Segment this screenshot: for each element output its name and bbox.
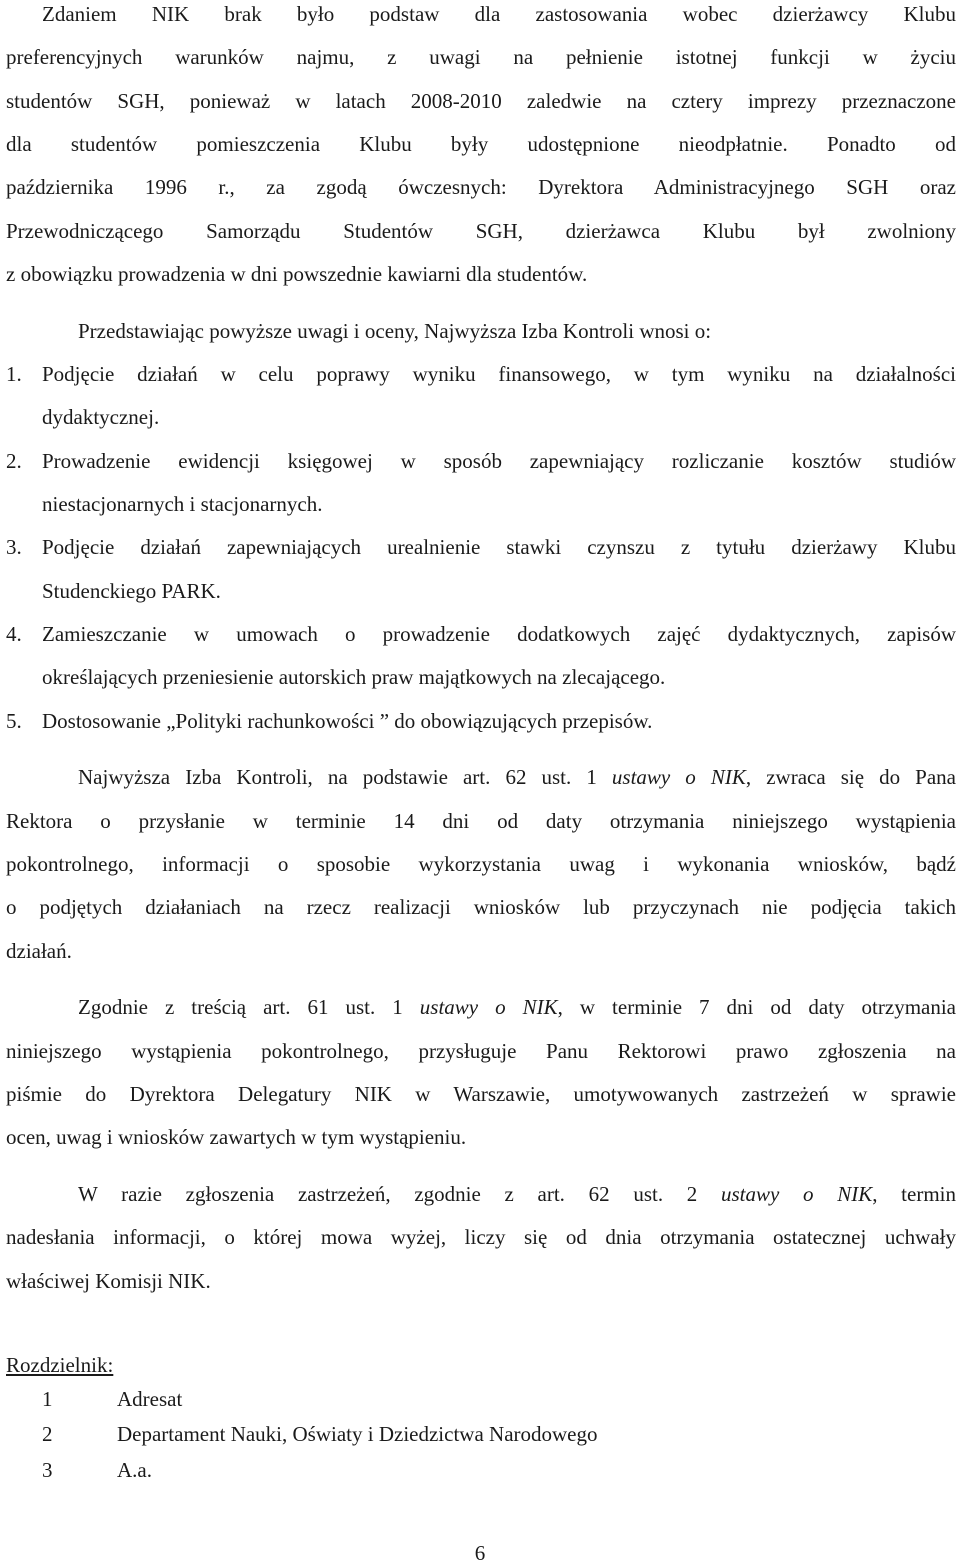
paragraph-line: dla studentów pomieszczenia Klubu były udostępnione nieodpłatnie. Ponadto od (6, 132, 956, 156)
paragraph-line: preferencyjnych warunków najmu, z uwagi na pełnienie istotnej funkcji w życiu (6, 45, 956, 69)
paragraph-line: studentów SGH, ponieważ w latach 2008-2010 zaledwie na cztery imprezy przeznaczone (6, 89, 956, 113)
page-number: 6 (474, 1541, 486, 1565)
list-item-text: określających przeniesienie autorskich praw majątkowych na zlecającego. (42, 665, 666, 689)
paragraph-line: niniejszego wystąpienia pokontrolnego, przysługuje Panu Rektorowi prawo zgłoszenia na (6, 1039, 956, 1063)
list-item-text: dydaktycznej. (42, 405, 160, 429)
distribution-entry: Adresat (117, 1387, 183, 1411)
list-item-number: 3. (6, 535, 22, 559)
list-item-text: Prowadzenie ewidencji księgowej w sposób zapewniający rozliczanie kosztów studiów (42, 449, 956, 473)
paragraph-line: właściwej Komisji NIK. (6, 1269, 211, 1293)
list-item-number: 4. (6, 622, 22, 646)
paragraph-line: z obowiązku prowadzenia w dni powszednie kawiarni dla studentów. (6, 262, 588, 286)
paragraph-line (78, 992, 956, 1022)
distribution-number: 3 (42, 1458, 53, 1482)
recommendations-intro: Przedstawiając powyższe uwagi i oceny, Najwyższa Izba Kontroli wnosi o: (78, 319, 712, 343)
text-run: , w terminie 7 dni od daty otrzymania (557, 995, 956, 1019)
paragraph-line: działań. (6, 939, 72, 963)
statute-reference: ustawy o NIK (611, 765, 746, 789)
paragraph-line (78, 762, 956, 792)
distribution-entry: Departament Nauki, Oświaty i Dziedzictwa Narodowego (117, 1422, 598, 1446)
list-item-text: Podjęcie działań w celu poprawy wyniku finansowego, w tym wyniku na działalności (42, 362, 956, 386)
list-item-text: Dostosowanie „Polityki rachunkowości ” do obowiązujących przepisów. (42, 709, 653, 733)
text-run: , termin (872, 1182, 957, 1206)
list-item-text: Zamieszczanie w umowach o prowadzenie dodatkowych zajęć dydaktycznych, zapisów (42, 622, 956, 646)
paragraph-line (78, 1179, 956, 1209)
distribution-number: 2 (42, 1422, 53, 1446)
paragraph-line: o podjętych działaniach na rzecz realizacji wniosków lub przyczynach nie podjęcia takich (6, 895, 956, 919)
paragraph-line: pokontrolnego, informacji o sposobie wykorzystania uwag i wykonania wniosków, bądź (6, 852, 956, 876)
text-run: Najwyższa Izba Kontroli, na podstawie art. 62 ust. 1 (78, 765, 612, 789)
text-run: Zgodnie z treścią art. 61 ust. 1 (78, 995, 420, 1019)
list-item-number: 1. (6, 362, 22, 386)
list-item-number: 2. (6, 449, 22, 473)
paragraph-line: nadesłania informacji, o której mowa wyżej, liczy się od dnia otrzymania ostatecznej uchwały (6, 1225, 956, 1249)
list-item-text: niestacjonarnych i stacjonarnych. (42, 492, 323, 516)
list-item-text: Studenckiego PARK. (42, 579, 221, 603)
text-run: , zwraca się do Pana (745, 765, 957, 789)
list-item-number: 5. (6, 709, 22, 733)
list-item-text: Podjęcie działań zapewniających urealnienie stawki czynszu z tytułu dzierżawy Klubu (42, 535, 956, 559)
statute-reference: ustawy o NIK (419, 995, 558, 1019)
paragraph-line: Przewodniczącego Samorządu Studentów SGH, dzierżawca Klubu był zwolniony (6, 219, 956, 243)
distribution-heading: Rozdzielnik: (6, 1353, 114, 1377)
text-run: W razie zgłoszenia zastrzeżeń, zgodnie z art. 62 ust. 2 (78, 1182, 721, 1206)
paragraph-line: Rektora o przysłanie w terminie 14 dni od daty otrzymania niniejszego wystąpienia (6, 809, 956, 833)
paragraph-line: października 1996 r., za zgodą ówczesnych: Dyrektora Administracyjnego SGH oraz (6, 175, 956, 199)
distribution-entry: A.a. (117, 1458, 152, 1482)
distribution-number: 1 (42, 1387, 53, 1411)
paragraph-line: piśmie do Dyrektora Delegatury NIK w Warszawie, umotywowanych zastrzeżeń w sprawie (6, 1082, 956, 1106)
statute-reference: ustawy o NIK (720, 1182, 873, 1206)
paragraph-line: Zdaniem NIK brak było podstaw dla zastosowania wobec dzierżawcy Klubu (42, 2, 956, 26)
paragraph-line: ocen, uwag i wniosków zawartych w tym wystąpieniu. (6, 1125, 467, 1149)
